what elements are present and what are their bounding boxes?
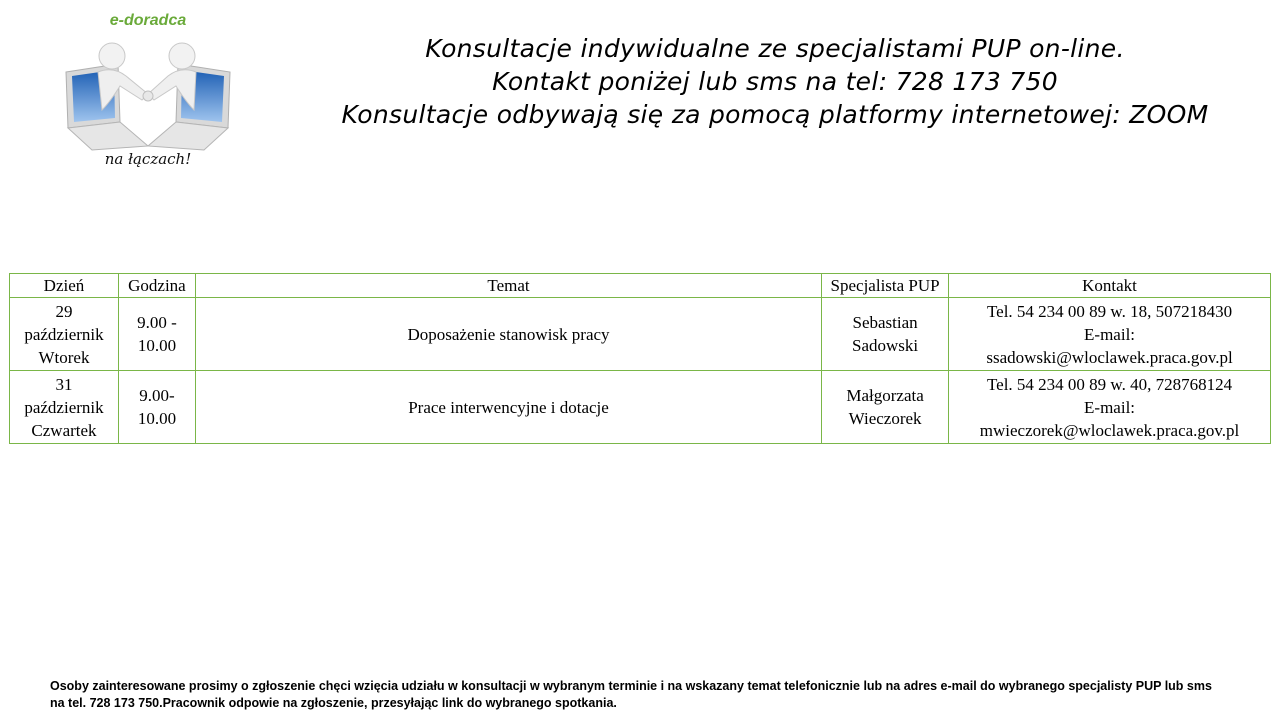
specialist-last-name: Wieczorek: [848, 409, 922, 428]
hour-start: 9.00 -: [137, 313, 177, 332]
hour-start: 9.00-: [139, 386, 175, 405]
specialist-first-name: Małgorzata: [846, 386, 924, 405]
header-day: Dzień: [10, 274, 119, 298]
specialist-first-name: Sebastian: [852, 313, 918, 332]
cell-contact: [949, 298, 1271, 371]
footer-note: [50, 678, 1250, 712]
header-topic: Temat: [195, 274, 821, 298]
logo-caption: na łączach!: [104, 150, 192, 168]
day-number: 29: [55, 301, 73, 321]
contact-email: ssadowski@wloclawek.praca.gov.pl: [986, 347, 1233, 367]
hour-end: 10.00: [137, 409, 177, 428]
consultation-table: [9, 273, 1271, 444]
cell-topic: Doposażenie stanowisk pracy: [195, 298, 821, 371]
cell-topic: Prace interwencyjne i dotacje: [195, 371, 821, 444]
cell-contact: [949, 371, 1271, 444]
footer-line-1: Osoby zainteresowane prosimy o zgłoszenie chęci wzięcia udziału w konsultacji w wybranym terminie i na wskazany temat telefonicznie lub na adres e-mail do wybranego specjalisty PUP lub sms: [50, 679, 1212, 693]
cell-day: [10, 371, 119, 444]
day-weekday: Czwartek: [31, 420, 97, 440]
headline-line-1: Konsultacje indywidualne ze specjalistami PUP on-line.: [425, 34, 1125, 63]
table-header-row: [10, 274, 1271, 298]
contact-email-label: E-mail:: [1084, 324, 1136, 344]
hour-end: 10.00: [137, 336, 177, 355]
contact-phone: Tel. 54 234 00 89 w. 40, 728768124: [986, 374, 1233, 394]
handshake-laptops-icon: [58, 42, 238, 152]
contact-email-label: E-mail:: [1084, 397, 1136, 417]
cell-hour: [118, 371, 195, 444]
logo-title: e-doradca: [109, 12, 187, 29]
logo: [58, 12, 238, 177]
cell-hour: [118, 298, 195, 371]
header-specialist: Specjalista PUP: [822, 274, 949, 298]
table-row: [10, 298, 1271, 371]
contact-phone: Tel. 54 234 00 89 w. 18, 507218430: [986, 301, 1233, 321]
cell-day: [10, 298, 119, 371]
footer-line-2: na tel. 728 173 750.Pracownik odpowie na zgłoszenie, przesyłając link do wybranego spotkania.: [50, 696, 617, 710]
cell-specialist: [822, 371, 949, 444]
day-month: październik: [24, 324, 104, 344]
day-month: październik: [24, 397, 104, 417]
contact-email: mwieczorek@wloclawek.praca.gov.pl: [979, 420, 1240, 440]
day-number: 31: [55, 374, 73, 394]
day-weekday: Wtorek: [38, 347, 90, 367]
header-hour: Godzina: [118, 274, 195, 298]
cell-specialist: [822, 298, 949, 371]
header-contact: Kontakt: [949, 274, 1271, 298]
specialist-last-name: Sadowski: [852, 336, 919, 355]
headline-line-2: Kontakt poniżej lub sms na tel: 728 173 750: [492, 67, 1058, 96]
table-row: [10, 371, 1271, 444]
page-title: [270, 32, 1280, 131]
headline-line-3: Konsultacje odbywają się za pomocą platformy internetowej: ZOOM: [341, 100, 1209, 129]
